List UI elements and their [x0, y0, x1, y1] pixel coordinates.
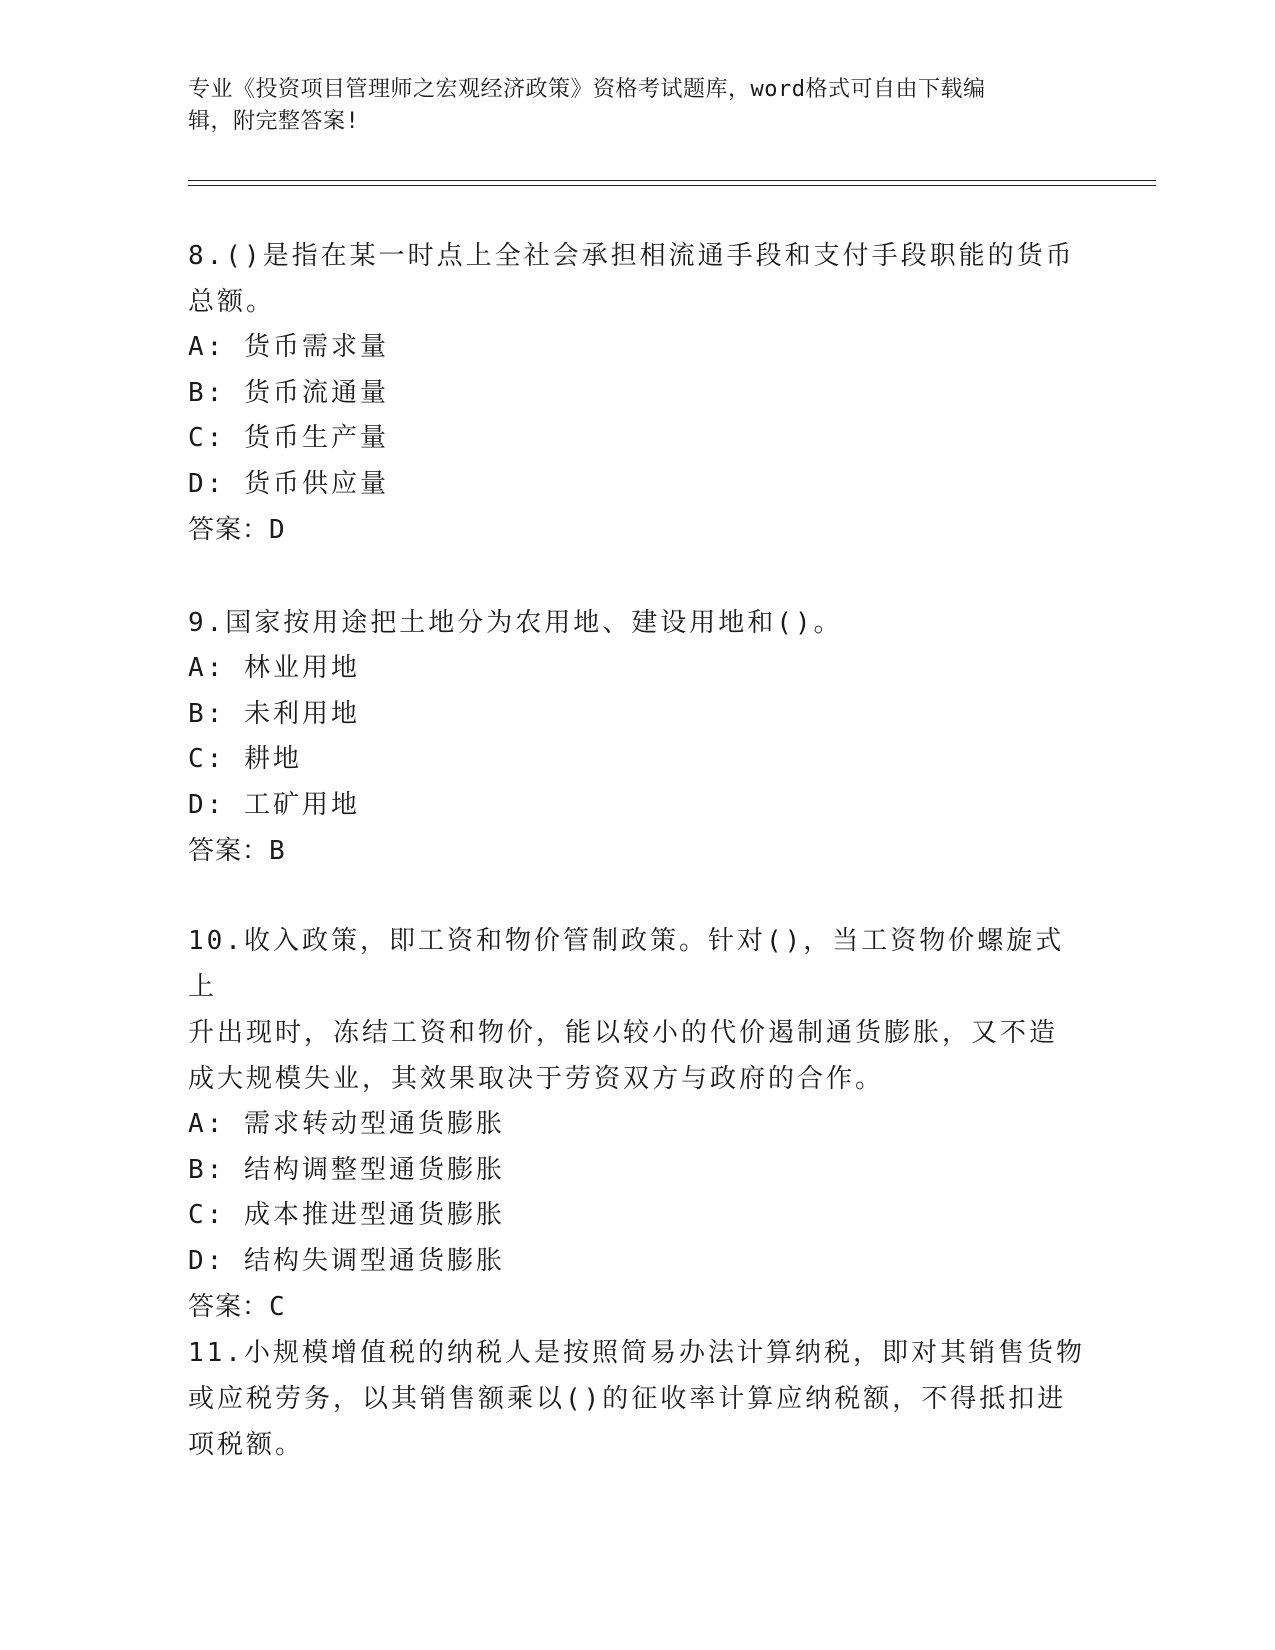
option-b: B: 结构调整型通货膨胀	[188, 1154, 505, 1185]
option-c: C: 成本推进型通货膨胀	[188, 1200, 505, 1230]
option-b: B: 货币流通量	[188, 377, 389, 408]
question-8	[188, 233, 1088, 553]
option-d: D: 工矿用地	[188, 789, 360, 820]
option-a: A: 需求转动型通货膨胀	[188, 1109, 505, 1139]
header-divider-top	[188, 180, 1156, 181]
question-11	[188, 1330, 1088, 1468]
question-stem-line: 11.小规模增值税的纳税人是按照简易办法计算纳税，即对其销售货物	[188, 1338, 1085, 1368]
header-line-1: 专业《投资项目管理师之宏观经济政策》资格考试题库，word格式可自由下载编	[188, 77, 986, 102]
header-line-2: 辑，附完整答案!	[188, 109, 360, 134]
question-stem-line: 9.国家按用途把土地分为农用地、建设用地和()。	[188, 608, 843, 638]
answer-label: 答案：	[188, 1292, 270, 1322]
answer-value: C	[269, 1292, 286, 1322]
answer-line	[188, 507, 1088, 553]
option-c: C: 货币生产量	[188, 423, 389, 453]
question-stem-line: 项税额。	[188, 1430, 305, 1460]
header-divider-bottom	[188, 185, 1156, 186]
question-stem-line: 成大规模失业，其效果取决于劳资双方与政府的合作。	[188, 1064, 885, 1094]
question-10	[188, 918, 1088, 1330]
question-stem-line: 10.收入政策，即工资和物价管制政策。针对()，当工资物价螺旋式上	[188, 926, 1065, 1002]
option-c: C: 耕地	[188, 744, 302, 774]
option-b: B: 未利用地	[188, 698, 360, 729]
option-d: D: 结构失调型通货膨胀	[188, 1245, 505, 1276]
answer-line	[188, 1284, 1088, 1330]
option-a: A: 林业用地	[188, 653, 360, 683]
question-stem-line: 或应税劳务，以其销售额乘以()的征收率计算应纳税额，不得抵扣进	[188, 1384, 1067, 1414]
question-stem-line: 8.()是指在某一时点上全社会承担相流通手段和支付手段职能的货币	[188, 241, 1075, 271]
option-d: D: 货币供应量	[188, 468, 389, 499]
question-stem-line: 总额。	[188, 287, 276, 317]
option-a: A: 货币需求量	[188, 332, 389, 362]
answer-label: 答案：	[188, 836, 270, 866]
answer-value: B	[269, 836, 286, 866]
question-stem-line: 升出现时，冻结工资和物价，能以较小的代价遏制通货膨胀，又不造	[188, 1018, 1059, 1048]
document-header	[188, 74, 1068, 138]
answer-line	[188, 828, 1088, 874]
answer-label: 答案：	[188, 515, 270, 545]
answer-value: D	[269, 515, 286, 545]
question-9	[188, 600, 1088, 874]
